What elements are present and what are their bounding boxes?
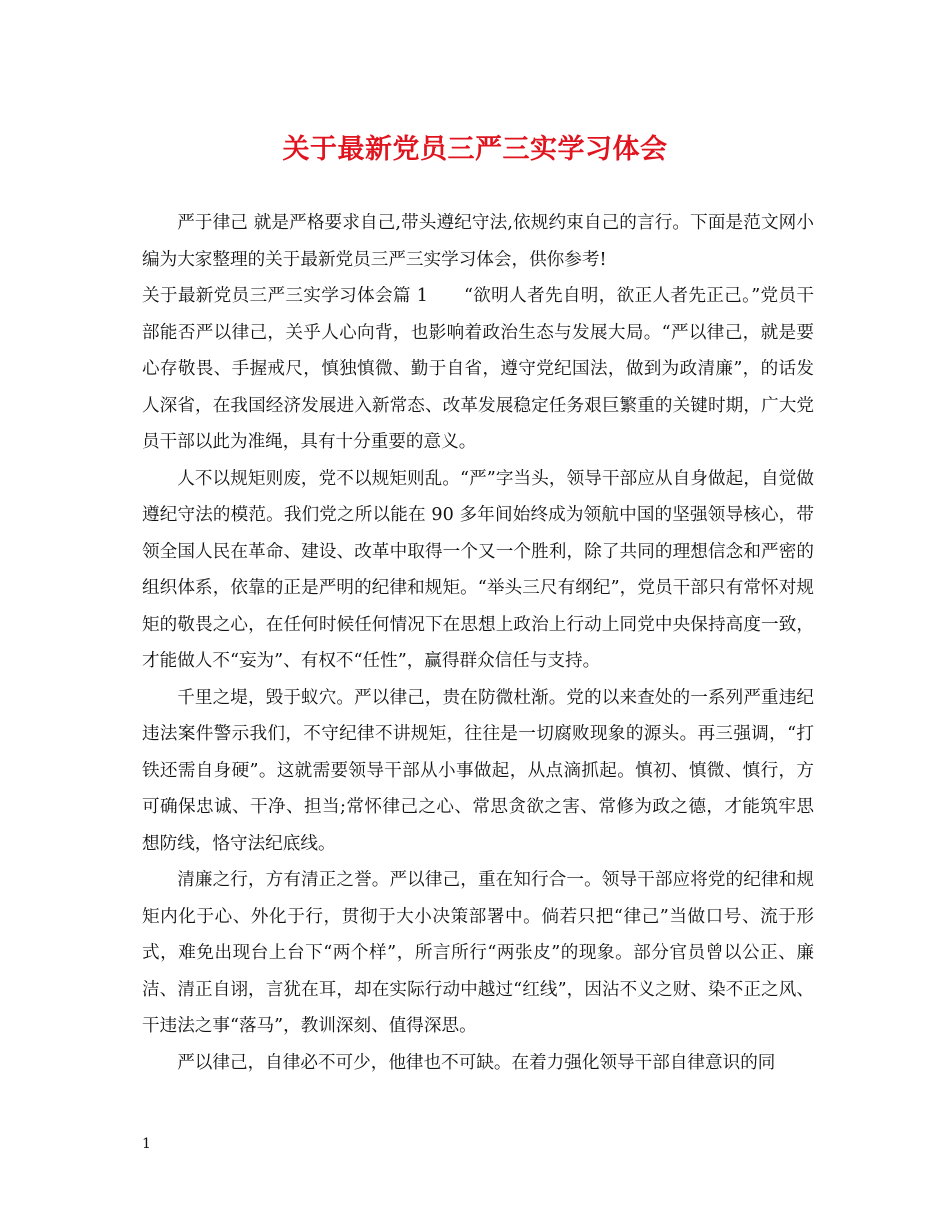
section-first-paragraph [142, 278, 814, 461]
document-title: 关于最新党员三严三实学习体会 [282, 134, 668, 165]
section-text: 党员干部能否严以律己，关乎人心向背，也影响着政治生态与发展大局。“严以律己，就是要心存敬畏、手握戒尺，慎独慎微、勤于自省，遵守党纪国法，做到为政清廉”，的话发人深省，在我国经济发展进入新常态、改革发展稳定任务艰巨繁重的关键时期，广大党员干部以此为准绳，具有十分重要的意义。 [142, 286, 814, 452]
section-heading: 关于最新党员三严三实学习体会篇 1 [142, 286, 428, 306]
intro-paragraph: 严于律己 就是严格要求自己,带头遵纪守法,依规约束自己的言行。下面是范文网小编为大家整理的关于最新党员三严三实学习体会，供你参考! [142, 213, 814, 270]
document-body [142, 205, 814, 1081]
body-paragraph-2: 千里之堤，毁于蚁穴。严以律己，贵在防微杜渐。党的以来查处的一系列严重违纪违法案件警示我们，不守纪律不讲规矩，往往是一切腐败现象的源头。再三强调，“打铁还需自身硬”。这就需要领导干部从小事做起，从点滴抓起。慎初、慎微、慎行，方可确保忠诚、干净、担当;常怀律己之心、常思贪欲之害、常修为政之德，才能筑牢思想防线，恪守法纪底线。 [142, 687, 814, 854]
body-paragraph-1: 人不以规矩则废，党不以规矩则乱。“严”字当头，领导干部应从自身做起，自觉做遵纪守法的模范。我们党之所以能在 90 多年间始终成为领航中国的坚强领导核心，带领全国人民在革命、建设、改革中取得一个又一个胜利，除了共同的理想信念和严密的组织体系，依靠的正是严明的纪律和规矩。“举头三尺有纲纪”，党员干部只有常怀对规矩的敬畏之心，在任何时候任何情况下在思想上政治上行动上同党中央保持高度一致，才能做人不“妄为”、有权不“任性”，赢得群众信任与支持。 [142, 468, 814, 671]
page-number: 1 [142, 1136, 151, 1152]
body-paragraph-3: 清廉之行，方有清正之誉。严以律己，重在知行合一。领导干部应将党的纪律和规矩内化于心、外化于行，贯彻于大小决策部署中。倘若只把“律己”当做口号、流于形式，难免出现台上台下“两个样”，所言所行“两张皮”的现象。部分官员曾以公正、廉洁、清正自诩，言犹在耳，却在实际行动中越过“红线”，因沾不义之财、染不正之风、干违法之事“落马”，教训深刻、值得深思。 [142, 870, 814, 1036]
section-quote: “欲明人者先自明，欲正人者先正己。” [463, 286, 761, 306]
body-paragraph-4: 严以律己，自律必不可少，他律也不可缺。在着力强化领导干部自律意识的同 [177, 1052, 776, 1073]
